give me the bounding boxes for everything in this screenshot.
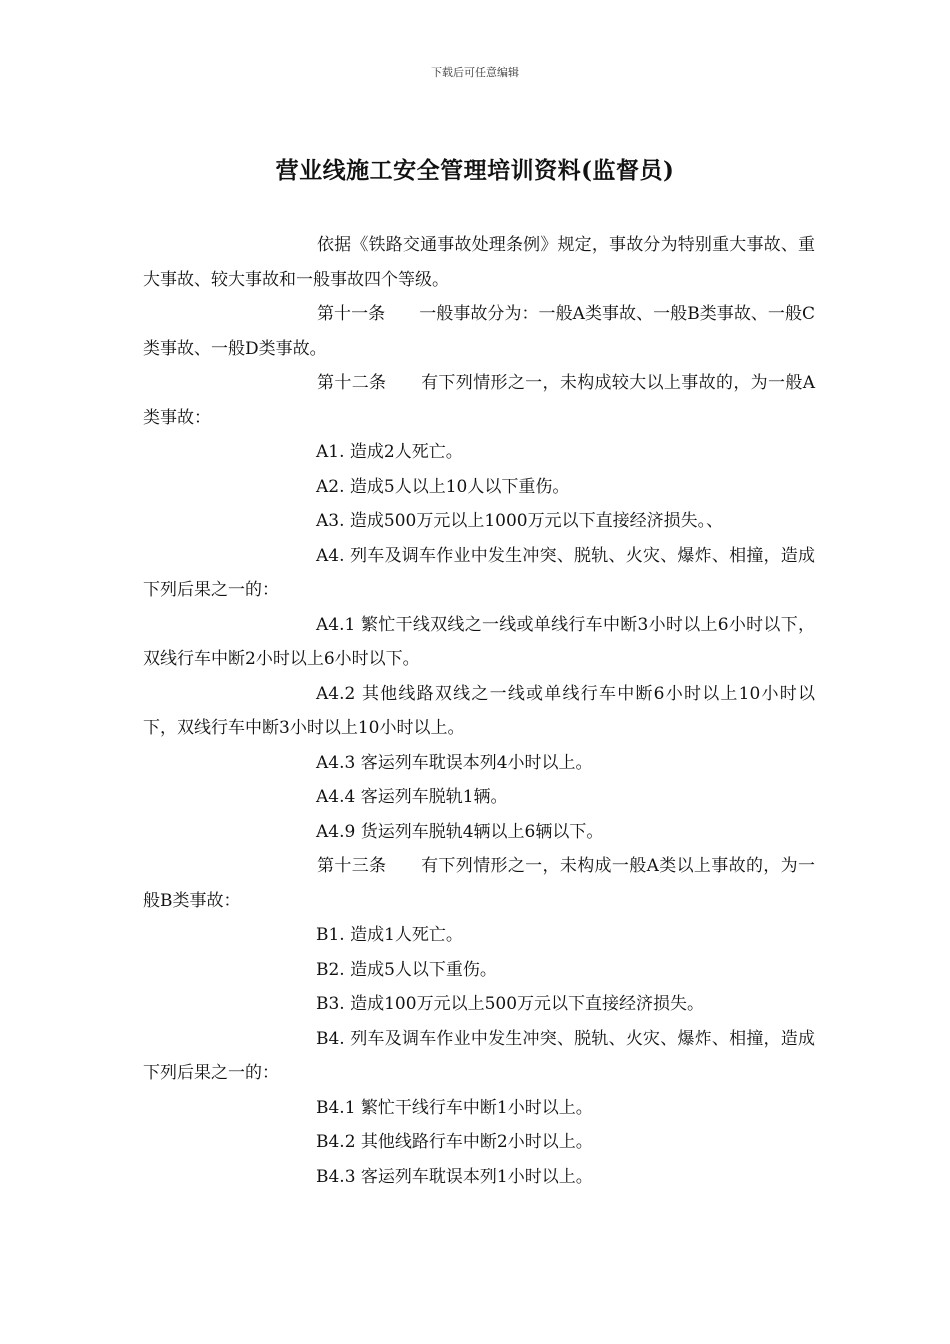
item-a1: A1. 造成2人死亡。: [316, 442, 463, 462]
item-a4-4: A4.4 客运列车脱轨1辆。: [316, 787, 508, 807]
item-a2: A2. 造成5人以上10人以下重伤。: [316, 476, 570, 497]
item-a4-2: A4.2 其他线路双线之一线或单线行车中断6小时以上10小时以下，双线行车中断3小时以上10小时以上。: [143, 683, 815, 738]
item-b3: B3. 造成100万元以上500万元以下直接经济损失。: [316, 994, 705, 1014]
item-b2: B2. 造成5人以下重伤。: [316, 959, 497, 980]
document-body: [143, 228, 815, 1194]
item-a4: A4. 列车及调车作业中发生冲突、脱轨、火灾、爆炸、相撞，造成下列后果之一的：: [143, 545, 815, 600]
header-note: 下载后可任意编辑: [431, 66, 519, 79]
item-b4-3: B4.3 客运列车耽误本列1小时以上。: [316, 1166, 593, 1187]
item-a4-3: A4.3 客运列车耽误本列4小时以上。: [316, 752, 593, 773]
item-a4-9: A4.9 货运列车脱轨4辆以上6辆以下。: [316, 821, 604, 842]
item-b1: B1. 造成1人死亡。: [316, 925, 463, 945]
item-b4-1: B4.1 繁忙干线行车中断1小时以上。: [316, 1097, 593, 1118]
document-title: 营业线施工安全管理培训资料(监督员): [275, 157, 675, 184]
paragraph-intro: 依据《铁路交通事故处理条例》规定，事故分为特别重大事故、重大事故、较大事故和一般事故四个等级。: [143, 235, 815, 290]
item-b4-2: B4.2 其他线路行车中断2小时以上。: [316, 1132, 593, 1152]
article-13: 第十三条 有下列情形之一，未构成一般A类以上事故的，为一般B类事故：: [143, 856, 815, 911]
article-12: 第十二条 有下列情形之一，未构成较大以上事故的，为一般A类事故：: [143, 373, 815, 428]
item-a3: A3. 造成500万元以上1000万元以下直接经济损失。、: [316, 511, 724, 531]
item-b4: B4. 列车及调车作业中发生冲突、脱轨、火灾、爆炸、相撞，造成下列后果之一的：: [143, 1028, 815, 1083]
item-a4-1: A4.1 繁忙干线双线之一线或单线行车中断3小时以上6小时以下，双线行车中断2小时以上6小时以下。: [143, 614, 815, 669]
article-11: 第十一条 一般事故分为：一般A类事故、一般B类事故、一般C类事故、一般D类事故。: [143, 304, 815, 359]
